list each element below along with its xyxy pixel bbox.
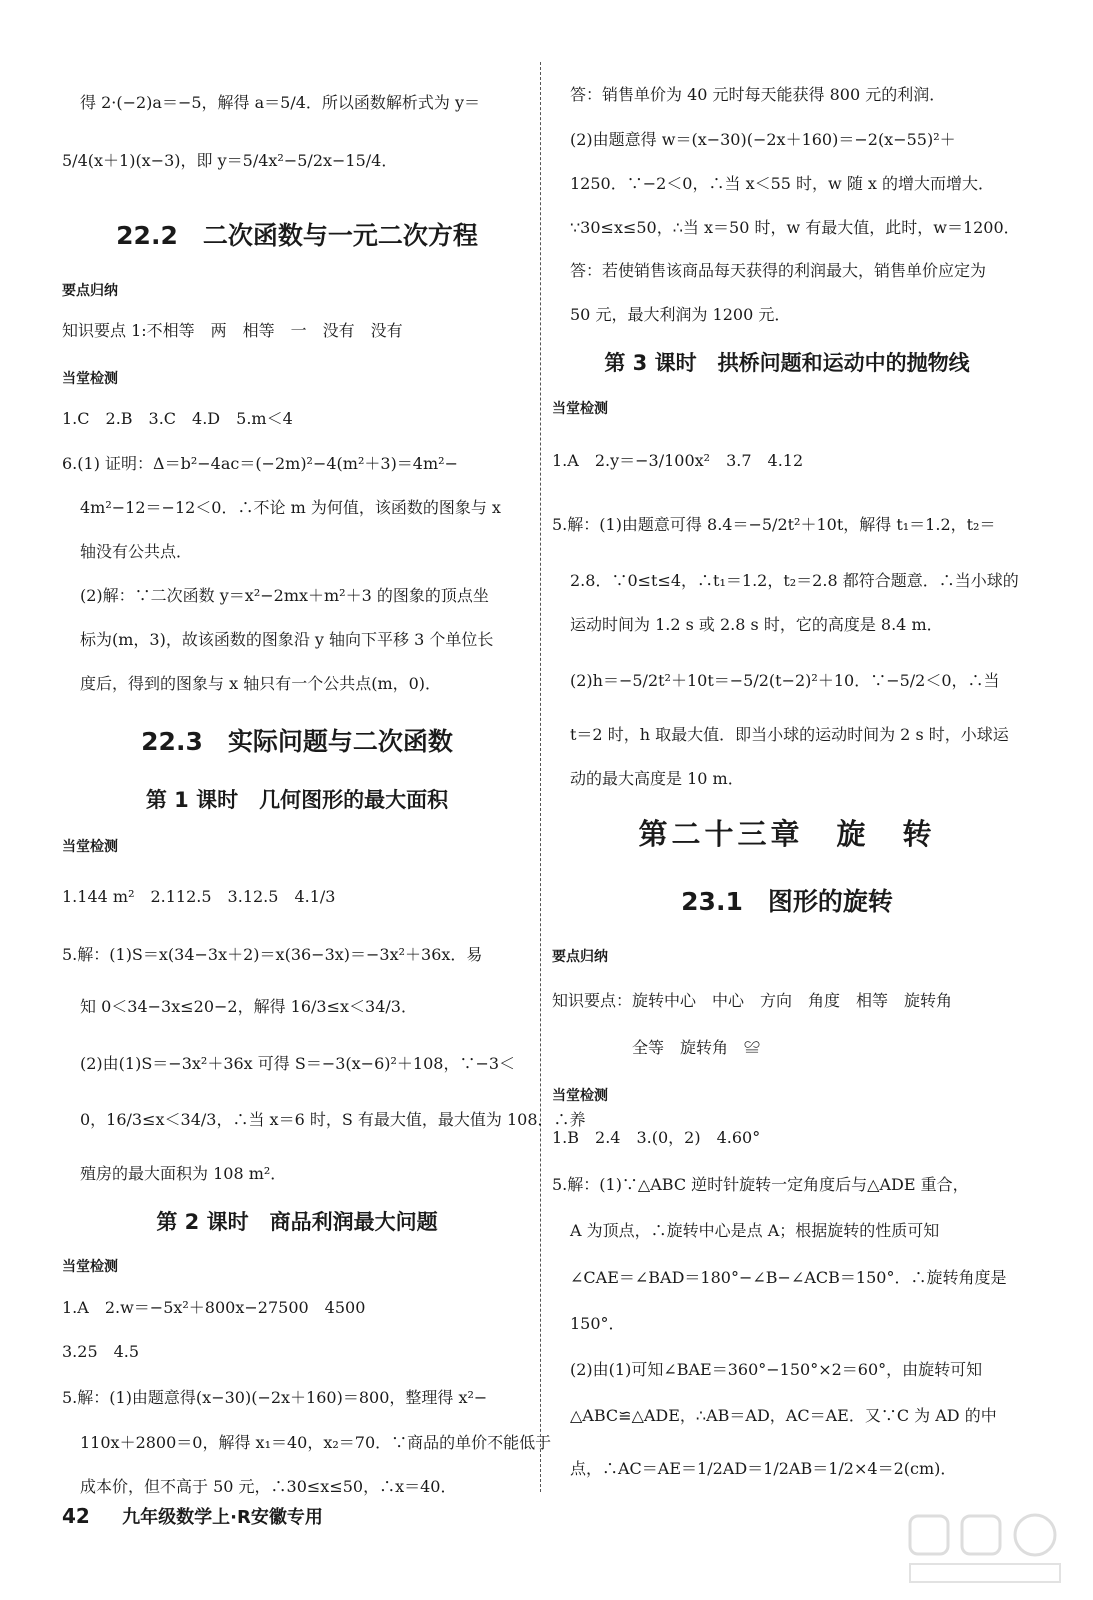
subheading-class-check: 当堂检测: [552, 401, 608, 417]
subheading-key-points: 要点归纳: [62, 283, 118, 299]
book-title: 九年级数学上·R安徽专用: [122, 1507, 323, 1528]
subheading-class-check: 当堂检测: [62, 371, 118, 387]
subheading-class-check: 当堂检测: [552, 1088, 608, 1104]
lesson-heading-1: 第 1 课时 几何图形的最大面积: [145, 788, 449, 812]
text-line: (2)解：∵二次函数 y＝x²−2mx＋m²＋3 的图象的顶点坐: [80, 586, 489, 605]
text-line: 度后，得到的图象与 x 轴只有一个公共点(m，0)．: [80, 674, 442, 693]
text-line: 5.解：(1)∵△ABC 逆时针旋转一定角度后与△ADE 重合，: [552, 1175, 969, 1194]
subheading-key-points: 要点归纳: [552, 949, 608, 965]
text-line: (2)h＝−5/2t²＋10t＝−5/2(t−2)²＋10．∵−5/2＜0，∴当: [570, 671, 1000, 690]
text-line: 150°．: [570, 1314, 625, 1333]
text-line: A 为顶点，∴旋转中心是点 A；根据旋转的性质可知: [570, 1221, 940, 1240]
lesson-heading-2: 第 2 课时 商品利润最大问题: [156, 1210, 438, 1234]
text-line: (2)由(1)可知∠BAE＝360°−150°×2＝60°，由旋转可知: [570, 1360, 983, 1379]
section-heading-23-1: 23.1 图形的旋转: [681, 887, 893, 916]
text-line: 点，∴AC＝AE＝1/2AD＝1/2AB＝1/2×4＝2(cm)．: [570, 1459, 957, 1478]
text-line: 1.144 m² 2.112.5 3.12.5 4.1/3: [62, 887, 336, 906]
text-line: 标为(m，3)，故该函数的图象沿 y 轴向下平移 3 个单位长: [80, 630, 494, 649]
text-line: 全等 旋转角 ≌: [632, 1038, 761, 1057]
page-number: 42: [62, 1504, 90, 1528]
text-line: 动的最大高度是 10 m．: [570, 769, 744, 788]
text-line: t＝2 时，h 取最大值．即当小球的运动时间为 2 s 时，小球运: [570, 725, 1009, 744]
text-line: (2)由(1)S＝−3x²＋36x 可得 S＝−3(x−6)²＋108，∵−3＜: [80, 1054, 516, 1073]
text-line: 5/4(x＋1)(x−3)，即 y＝5/4x²−5/2x−15/4．: [62, 151, 398, 170]
text-line: 3.25 4.5: [62, 1342, 140, 1361]
text-line: 得 2·(−2)a＝−5，解得 a＝5/4．所以函数解析式为 y＝: [80, 93, 481, 112]
column-divider: [540, 62, 541, 1492]
text-line: △ABC≌△ADE，∴AB＝AD，AC＝AE．又∵C 为 AD 的中: [570, 1406, 997, 1425]
text-line: 1.C 2.B 3.C 4.D 5.m＜4: [62, 409, 293, 428]
section-heading-22-2: 22.2 二次函数与一元二次方程: [116, 221, 478, 250]
text-line: 知识要点 1:不相等 两 相等 一 没有 没有: [62, 321, 403, 340]
text-line: (2)由题意得 w＝(x−30)(−2x＋160)＝−2(x−55)²＋: [570, 130, 956, 149]
text-line: 知识要点：旋转中心 中心 方向 角度 相等 旋转角: [552, 991, 953, 1010]
text-line: 50 元，最大利润为 1200 元．: [570, 305, 791, 324]
text-line: 成本价，但不高于 50 元，∴30≤x≤50，∴x＝40．: [80, 1477, 457, 1496]
text-line: 答：若使销售该商品每天获得的利润最大，销售单价应定为: [570, 261, 987, 280]
text-line: 1250．∵−2＜0，∴当 x＜55 时，w 随 x 的增大而增大．: [570, 174, 995, 193]
subheading-class-check: 当堂检测: [62, 1259, 118, 1275]
text-line: 殖房的最大面积为 108 m²．: [80, 1164, 287, 1183]
lesson-heading-3: 第 3 课时 拱桥问题和运动中的抛物线: [604, 351, 970, 375]
subheading-class-check: 当堂检测: [62, 839, 118, 855]
text-line: 1.A 2.y＝−3/100x² 3.7 4.12: [552, 451, 804, 470]
text-line: 0，16/3≤x＜34/3，∴当 x＝6 时，S 有最大值，最大值为 108．∴养: [80, 1110, 586, 1129]
chapter-heading-23: 第二十三章 旋 转: [638, 817, 936, 851]
text-line: 轴没有公共点．: [80, 542, 193, 561]
text-line: 5.解：(1)由题意得(x−30)(−2x＋160)＝800，整理得 x²−: [62, 1388, 488, 1407]
section-heading-22-3: 22.3 实际问题与二次函数: [141, 727, 453, 756]
text-line: 1.B 2.4 3.(0，2) 4.60°: [552, 1128, 761, 1147]
text-line: 2.8．∵0≤t≤4，∴t₁＝1.2，t₂＝2.8 都符合题意．∴当小球的: [570, 571, 1019, 590]
text-line: ∠CAE＝∠BAD＝180°−∠B−∠ACB＝150°．∴旋转角度是: [570, 1268, 1007, 1287]
text-line: 4m²−12＝−12＜0．∴不论 m 为何值，该函数的图象与 x: [80, 498, 501, 517]
text-line: 运动时间为 1.2 s 或 2.8 s 时，它的高度是 8.4 m．: [570, 615, 943, 634]
text-line: 1.A 2.w＝−5x²＋800x−27500 4500: [62, 1298, 366, 1317]
text-line: ∵30≤x≤50，∴当 x＝50 时，w 有最大值，此时，w＝1200．: [570, 218, 1020, 237]
text-line: 答：销售单价为 40 元时每天能获得 800 元的利润．: [570, 85, 946, 104]
text-line: 5.解：(1)S＝x(34−3x＋2)＝x(36−3x)＝−3x²＋36x．易: [62, 945, 483, 964]
text-line: 110x＋2800＝0，解得 x₁＝40，x₂＝70．∵商品的单价不能低于: [80, 1433, 552, 1452]
page-footer: [62, 1503, 323, 1529]
watermark-logo: [900, 1510, 1075, 1588]
text-line: 5.解：(1)由题意可得 8.4＝−5/2t²＋10t，解得 t₁＝1.2，t₂＝: [552, 515, 996, 534]
text-line: 6.(1) 证明：Δ＝b²−4ac＝(−2m)²−4(m²＋3)＝4m²−: [62, 454, 458, 473]
text-line: 知 0＜34−3x≤20−2，解得 16/3≤x＜34/3．: [80, 997, 417, 1016]
